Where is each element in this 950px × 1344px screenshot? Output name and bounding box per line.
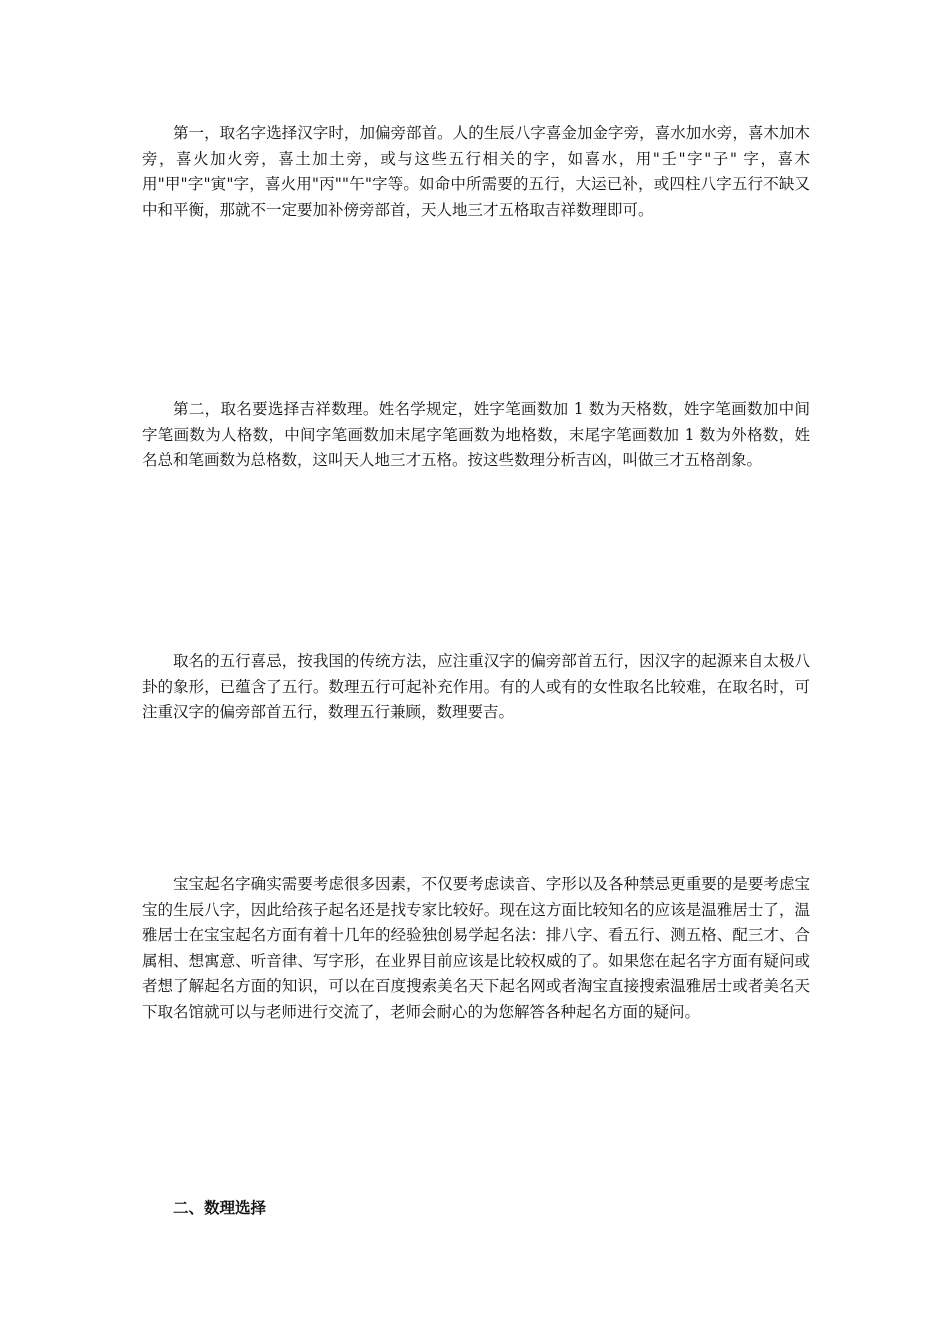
paragraph-radicals: 第一，取名字选择汉字时，加偏旁部首。人的生辰八字喜金加金字旁，喜水加水旁，喜木加木旁，喜火加火旁，喜土加土旁，或与这些五行相关的字，如喜水，用"壬"字"子" 字，喜木用"甲"字"寅"字，喜火用"丙""午"字等。如命中所需要的五行，大运已补，或四柱八字五行不缺又中和平衡，那就不一定要加补傍旁部首，天人地三才五格取吉祥数理即可。 <box>142 124 810 219</box>
section-heading: 二、数理选择 <box>173 1198 267 1217</box>
paragraph-baby-naming: 宝宝起名字确实需要考虑很多因素，不仅要考虑读音、字形以及各种禁忌更重要的是要考虑宝宝的生辰八字，因此给孩子起名还是找专家比较好。现在这方面比较知名的应该是温雅居士了，温雅居士在宝宝起名方面有着十几年的经验独创易学起名法：排八字、看五行、测五格、配三才、合属相、想寓意、听音律、写字形，在业界目前应该是比较权威的了。如果您在起名字方面有疑问或者想了解起名方面的知识，可以在百度搜索美名天下起名网或者淘宝直接搜索温雅居士或者美名天下取名馆就可以与老师进行交流了，老师会耐心的为您解答各种起名方面的疑问。 <box>142 875 810 1021</box>
paragraph-five-elements: 取名的五行喜忌，按我国的传统方法，应注重汉字的偏旁部首五行，因汉字的起源来自太极八卦的象形，已蕴含了五行。数理五行可起补充作用。有的人或有的女性取名比较难，在取名时，可注重汉字的偏旁部首五行，数理五行兼顾，数理要吉。 <box>142 652 810 721</box>
paragraph-numerology: 第二，取名要选择吉祥数理。姓名学规定，姓字笔画数加 1 数为天格数，姓字笔画数加中间字笔画数为人格数，中间字笔画数加末尾字笔画数为地格数，末尾字笔画数加 1 数为外格数，姓名总和笔画数为总格数，这叫天人地三才五格。按这些数理分析吉凶，叫做三才五格剖象。 <box>142 400 810 469</box>
